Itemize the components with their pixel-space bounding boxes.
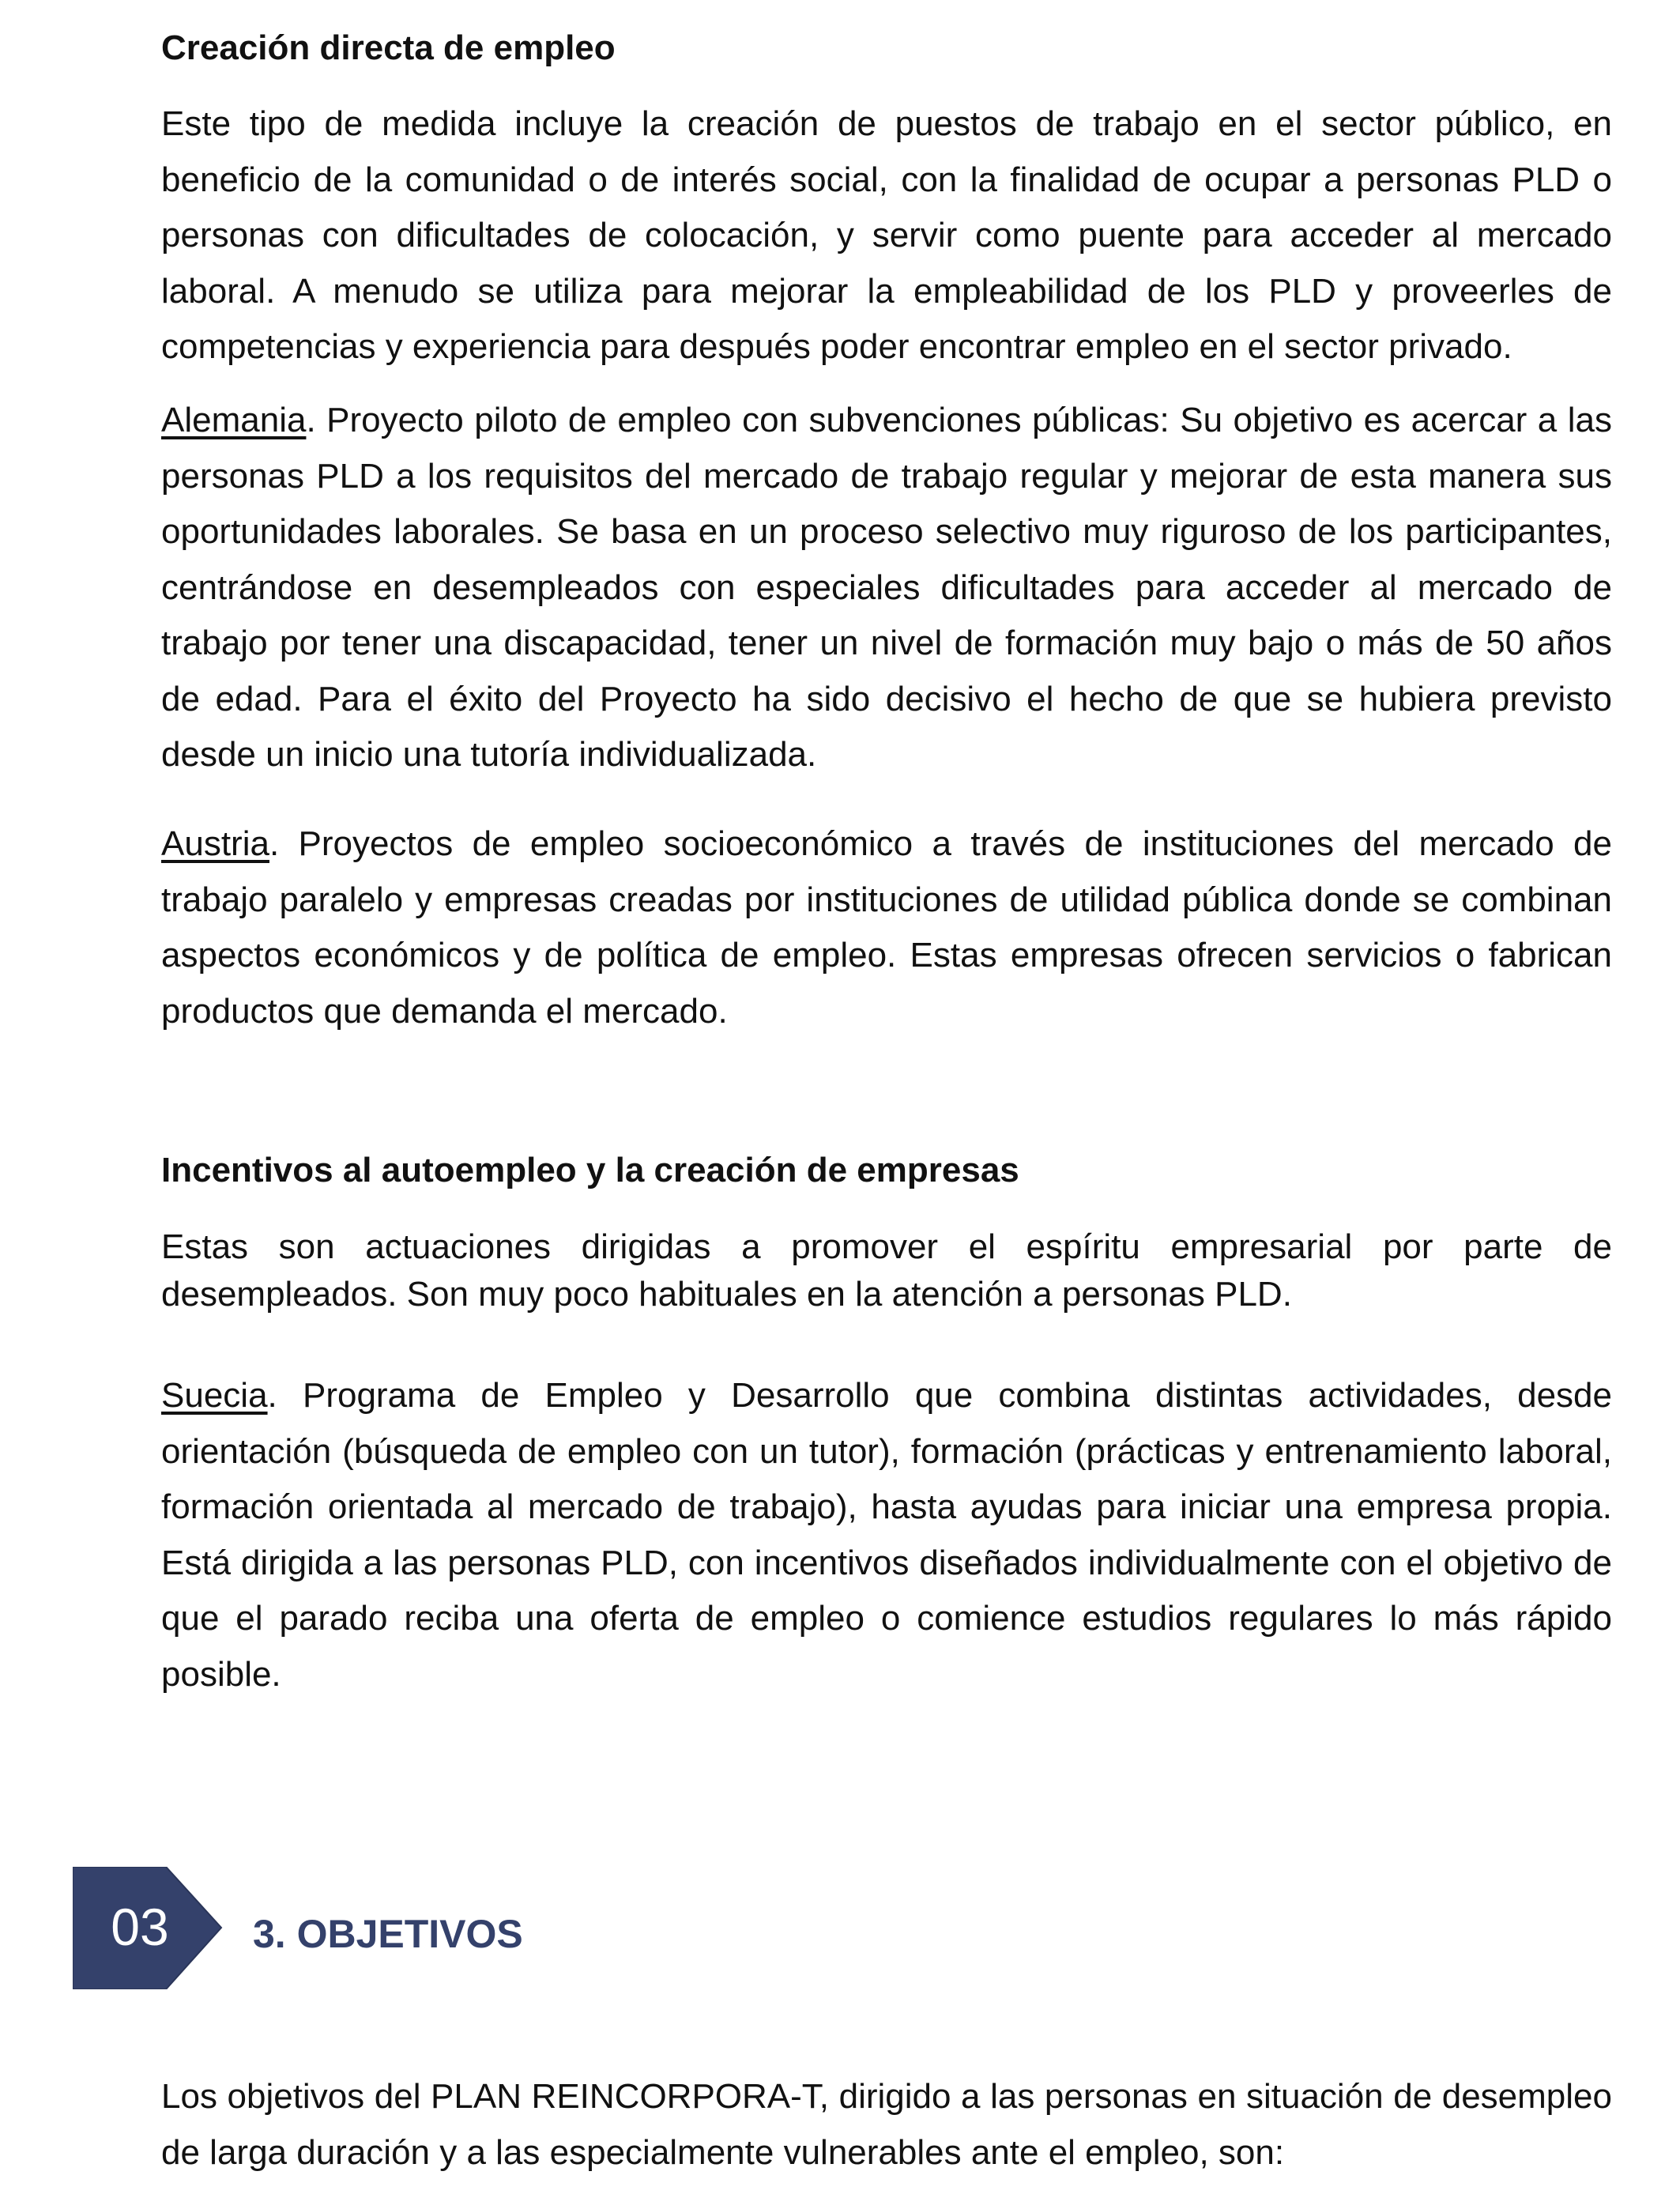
example-text: . Proyectos de empleo socioeconómico a través de instituciones del mercado de trabajo paralelo y empresas creadas por instituciones de utilidad pública donde se combinan aspectos económicos y de política de empleo. Estas empresas ofrecen servicios o fabrican productos que demanda el mercado. — [161, 824, 1612, 1031]
section-direct-employment — [161, 25, 1612, 72]
section-intro-paragraph: Este tipo de medida incluye la creación de puestos de trabajo en el sector público, en beneficio de la comunidad o de interés social, con la finalidad de ocupar a personas PLD o personas con dificultades de colocación, y servir como puente para acceder al mercado laboral. A menudo se utiliza para mejorar la empleabilidad de los PLD y proveerles de competencias y experiencia para después poder encontrar empleo en el sector privado. — [161, 104, 1612, 366]
country-name: Austria — [161, 824, 269, 863]
example-suecia — [161, 1368, 1612, 1702]
chapter-number: 03 — [111, 1898, 169, 1956]
section-heading: Incentivos al autoempleo y la creación de empresas — [161, 1151, 1019, 1189]
example-paragraph — [161, 1368, 1612, 1702]
section-self-employment — [161, 1147, 1612, 1194]
section-self-employment-intro-block — [161, 1223, 1612, 1318]
example-paragraph — [161, 816, 1612, 1039]
section-heading: Creación directa de empleo — [161, 28, 616, 67]
country-name: Alemania — [161, 401, 307, 439]
chapter-title: 3. OBJETIVOS — [253, 1912, 523, 1956]
example-paragraph — [161, 393, 1612, 783]
chapter-number-badge — [73, 1867, 228, 1989]
country-name: Suecia — [161, 1376, 268, 1415]
example-alemania — [161, 393, 1612, 783]
section-direct-employment-intro-block — [161, 96, 1612, 375]
objectives-paragraph: Los objetivos del PLAN REINCORPORA-T, dirigido a las personas en situación de desempleo de larga duración y a las especialmente vulnerables ante el empleo, son: — [161, 2077, 1612, 2172]
example-austria — [161, 816, 1612, 1039]
example-text: . Programa de Empleo y Desarrollo que combina distintas actividades, desde orientación (búsqueda de empleo con un tutor), formación (prácticas y entrenamiento laboral, formación orientada al mercado de trabajo), hasta ayudas para iniciar una empresa propia. Está dirigida a las personas PLD, con incentivos diseñados individualmente con el objetivo de que el parado reciba una oferta de empleo o comience estudios regulares lo más rápido posible. — [161, 1376, 1612, 1694]
section-intro-paragraph: Estas son actuaciones dirigidas a promover el espíritu empresarial por parte de desempleados. Son muy poco habituales en la atención a personas PLD. — [161, 1227, 1612, 1314]
objectives-intro — [161, 2069, 1612, 2181]
example-text: . Proyecto piloto de empleo con subvenciones públicas: Su objetivo es acercar a las personas PLD a los requisitos del mercado de trabajo regular y mejorar de esta manera sus oportunidades laborales. Se basa en un proceso selectivo muy riguroso de los participantes, centrándose en desempleados con especiales dificultades para acceder al mercado de trabajo por tener una discapacidad, tener un nivel de formación muy bajo o más de 50 años de edad. Para el éxito del Proyecto ha sido decisivo el hecho de que se hubiera previsto desde un inicio una tutoría individualizada. — [161, 401, 1612, 774]
